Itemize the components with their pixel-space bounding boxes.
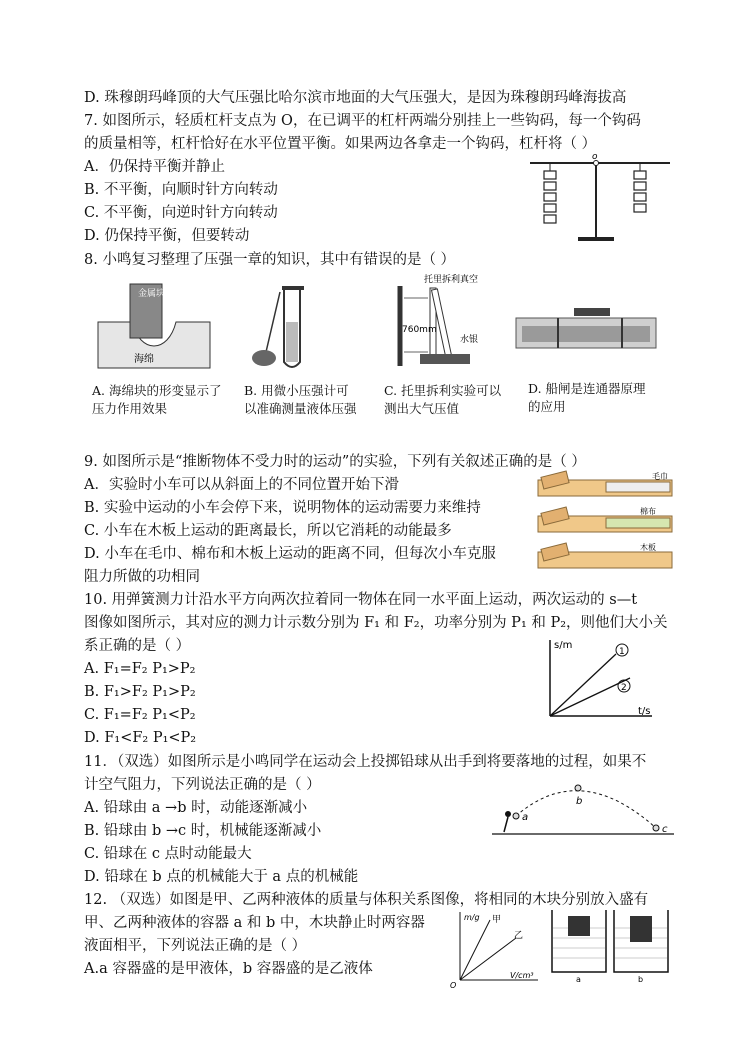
surface-wood-label: 木板 [640, 543, 656, 552]
torricelli-figure [390, 270, 490, 370]
line-2-label: 2 [621, 683, 627, 693]
q9-option-a: A．实验时小车可以从斜面上的不同位置开始下滑 [84, 477, 399, 493]
point-c-label: c [662, 824, 668, 835]
line-yi-label: 乙 [514, 931, 524, 941]
q12-stem-1: 12. （双选）如图是甲、乙两种液体的质量与体积关系图像，将相同的木块分别放入盛有 [84, 892, 649, 908]
s-axis-label: s/m [554, 640, 573, 651]
q11-stem-1: 11．（双选）如图所示是小鸣同学在运动会上投掷铅球从出手到将要落地的过程，如果不 [84, 754, 647, 770]
q10-option-b: B. F₁>F₂ P₁>P₂ [84, 684, 196, 700]
s-t-graph [540, 636, 660, 724]
m-axis-label: m/g [464, 913, 480, 922]
q9-option-d-1: D. 小车在毛巾、棉布和木板上运动的距离不同，但每次小车克服 [84, 546, 496, 562]
q8-stem: 8. 小鸣复习整理了压强一章的知识，其中有错误的是（ ） [84, 252, 456, 268]
q7-option-c: C. 不平衡，向逆时针方向转动 [84, 205, 278, 221]
q10-stem-1: 10. 用弹簧测力计沿水平方向两次拉着同一物体在同一水平面上运动，两次运动的 s—t [84, 592, 638, 608]
q11-option-d: D. 铅球在 b 点的机械能大于 a 点的机械能 [84, 869, 359, 885]
point-a-label: a [522, 812, 529, 823]
q11-option-b: B. 铅球由 b →c 时，机械能逐渐减小 [84, 823, 322, 839]
q7-stem-2: 的质量相等，杠杆恰好在水平位置平衡。如果两边各拿走一个钩码，杠杆将（ ） [84, 136, 597, 152]
torricelli-height-label: 760mm [402, 325, 437, 335]
q8-caption-b: B. 用微小压强计可以准确测量液体压强 [244, 383, 357, 416]
q11-option-a: A. 铅球由 a →b 时，动能逐渐减小 [84, 800, 308, 816]
q7-option-d: D. 仍保持平衡，但要转动 [84, 228, 250, 244]
ship-lock-figure [514, 302, 658, 354]
surface-cotton-label: 棉布 [640, 507, 656, 516]
sponge-label: 海绵 [134, 354, 154, 365]
q7-stem-1: 7. 如图所示，轻质杠杆支点为 O，在已调平的杠杆两端分别挂上一些钩码，每一个钩码 [84, 113, 641, 129]
q9-option-b: B. 实验中运动的小车会停下来，说明物体的运动需要力来维持 [84, 500, 481, 516]
torricelli-top-label: 托里拆利真空 [424, 275, 479, 285]
container-a-label: a [576, 975, 581, 984]
containers-figure [548, 906, 672, 986]
container-b-label: b [638, 975, 644, 984]
q12-stem-2: 甲、乙两种液体的容器 a 和 b 中，木块静止时两容器 [84, 915, 425, 931]
q10-stem-3: 系正确的是（ ） [84, 638, 191, 654]
pressure-gauge-figure [246, 282, 316, 378]
point-b-label: b [576, 796, 583, 807]
surface-towel-label: 毛巾 [652, 472, 668, 481]
q11-option-c: C. 铅球在 c 点时动能最大 [84, 846, 252, 862]
q10-stem-2: 图像如图所示，其对应的测力计示数分别为 F₁ 和 F₂，功率分别为 P₁ 和 P₂，则他们大小关 [84, 615, 668, 631]
q8-caption-d: D. 船闸是连通器原理的应用 [528, 381, 646, 414]
q6-option-d: D. 珠穆朗玛峰顶的大气压强比哈尔滨市地面的大气压强大，是因为珠穆朗玛峰海拔高 [84, 90, 627, 106]
q9-stem: 9. 如图所示是“推断物体不受力时的运动”的实验，下列有关叙述正确的是（ ） [84, 454, 586, 470]
q10-option-d: D. F₁<F₂ P₁<P₂ [84, 730, 197, 746]
q11-stem-2: 计空气阻力，下列说法正确的是（ ） [84, 777, 321, 793]
lever-figure [520, 153, 680, 245]
q7-option-b: B. 不平衡，向顺时针方向转动 [84, 182, 278, 198]
q9-option-d-2: 阻力所做的功相同 [84, 569, 200, 585]
q8-caption-a: A. 海绵块的形变显示了压力作用效果 [92, 383, 222, 416]
torricelli-mercury-label: 水银 [460, 335, 479, 345]
sponge-block-label: 金属块 [138, 289, 166, 299]
q10-option-c: C. F₁=F₂ P₁<P₂ [84, 707, 196, 723]
surfaces-figure [536, 470, 676, 574]
q8-caption-c: C. 托里拆利实验可以测出大气压值 [384, 383, 502, 416]
sponge-figure [92, 282, 216, 376]
t-axis-label: t/s [638, 706, 651, 717]
q12-option-a: A.a 容器盛的是甲液体，b 容器盛的是乙液体 [84, 961, 373, 977]
lever-pivot-label: o [592, 153, 598, 162]
origin-label: O [450, 981, 457, 988]
line-jia-label: 甲 [492, 915, 502, 925]
q12-stem-3: 液面相平，下列说法正确的是（ ） [84, 938, 307, 954]
v-axis-label: V/cm³ [510, 971, 534, 980]
line-1-label: 1 [619, 647, 625, 657]
shot-put-figure [490, 778, 676, 840]
q9-option-c: C. 小车在木板上运动的距离最长，所以它消耗的动能最多 [84, 523, 452, 539]
m-v-graph [448, 908, 544, 988]
q10-option-a: A. F₁=F₂ P₁>P₂ [84, 661, 196, 677]
q7-option-a: A．仍保持平衡并静止 [84, 159, 225, 175]
